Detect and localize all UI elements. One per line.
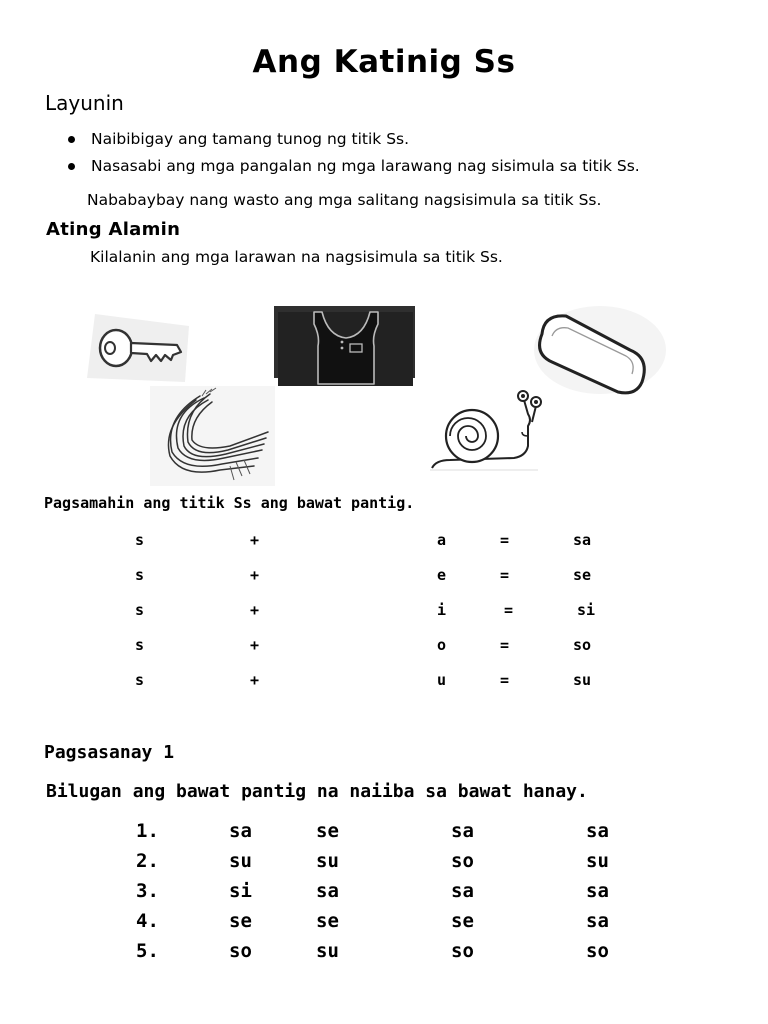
pagsasanay-instruction: Bilugan ang bawat pantig na naiiba sa bawat hanay. — [46, 781, 588, 802]
result-cell: se — [573, 566, 592, 584]
syllable-option[interactable]: sa — [451, 880, 474, 902]
equals-cell: = — [500, 566, 510, 584]
syllable-option[interactable]: su — [586, 850, 609, 872]
plus-cell: + — [250, 636, 260, 654]
result-cell: sa — [573, 531, 592, 549]
syllable-option[interactable]: sa — [451, 820, 474, 842]
syllable-option[interactable]: sa — [229, 820, 252, 842]
objective-item — [68, 130, 409, 148]
vowel-cell: o — [437, 636, 447, 654]
syllable-option[interactable]: so — [229, 940, 252, 962]
plus-cell: + — [250, 566, 260, 584]
equals-cell: = — [500, 636, 510, 654]
syllable-option[interactable]: se — [451, 910, 474, 932]
key-icon — [85, 308, 197, 386]
syllable-option[interactable]: so — [586, 940, 609, 962]
bullet-icon — [68, 136, 75, 143]
syllable-option[interactable]: so — [451, 850, 474, 872]
exercise-number: 2. — [136, 850, 159, 872]
syllable-option[interactable]: su — [229, 850, 252, 872]
vowel-cell: e — [437, 566, 447, 584]
objective-text: Nasasabi ang mga pangalan ng mga larawang nag sisimula sa titik Ss. — [91, 157, 640, 175]
objective-text: Naibibigay ang tamang tunog ng titik Ss. — [91, 130, 410, 148]
broom-icon — [150, 386, 275, 486]
consonant-cell: s — [135, 566, 145, 584]
syllable-option[interactable]: sa — [586, 910, 609, 932]
vowel-cell: u — [437, 671, 447, 689]
plus-cell: + — [250, 671, 260, 689]
sando-icon — [274, 306, 415, 386]
ating-alamin-heading: Ating Alamin — [46, 219, 181, 240]
exercise-number: 5. — [136, 940, 159, 962]
result-cell: si — [577, 601, 596, 619]
consonant-cell: s — [135, 636, 145, 654]
syllable-option[interactable]: se — [316, 820, 339, 842]
pagsamahin-heading: Pagsamahin ang titik Ss ang bawat pantig. — [44, 494, 415, 512]
ating-alamin-instruction: Kilalanin ang mga larawan na nagsisimula sa titik Ss. — [90, 248, 503, 266]
objective-extra: Nababaybay nang wasto ang mga salitang nagsisimula sa titik Ss. — [87, 191, 602, 209]
exercise-number: 3. — [136, 880, 159, 902]
syllable-option[interactable]: si — [229, 880, 252, 902]
plus-cell: + — [250, 601, 260, 619]
snail-icon — [428, 386, 543, 476]
syllable-option[interactable]: sa — [586, 880, 609, 902]
consonant-cell: s — [135, 601, 145, 619]
syllable-option[interactable]: so — [451, 940, 474, 962]
exercise-number: 1. — [136, 820, 159, 842]
plus-cell: + — [250, 531, 260, 549]
equals-cell: = — [504, 601, 514, 619]
page-title: Ang Katinig Ss — [252, 44, 516, 80]
syllable-option[interactable]: se — [316, 910, 339, 932]
consonant-cell: s — [135, 531, 145, 549]
result-cell: su — [573, 671, 592, 689]
syllable-option[interactable]: se — [229, 910, 252, 932]
result-cell: so — [573, 636, 592, 654]
pagsasanay-heading: Pagsasanay 1 — [44, 742, 175, 763]
bullet-icon — [68, 163, 75, 170]
layunin-heading: Layunin — [45, 91, 124, 115]
soap-icon — [522, 298, 670, 402]
vowel-cell: i — [437, 601, 447, 619]
syllable-option[interactable]: sa — [316, 880, 339, 902]
syllable-option[interactable]: su — [316, 940, 339, 962]
objective-item — [68, 157, 640, 175]
consonant-cell: s — [135, 671, 145, 689]
equals-cell: = — [500, 671, 510, 689]
vowel-cell: a — [437, 531, 447, 549]
syllable-option[interactable]: su — [316, 850, 339, 872]
syllable-option[interactable]: sa — [586, 820, 609, 842]
exercise-number: 4. — [136, 910, 159, 932]
equals-cell: = — [500, 531, 510, 549]
